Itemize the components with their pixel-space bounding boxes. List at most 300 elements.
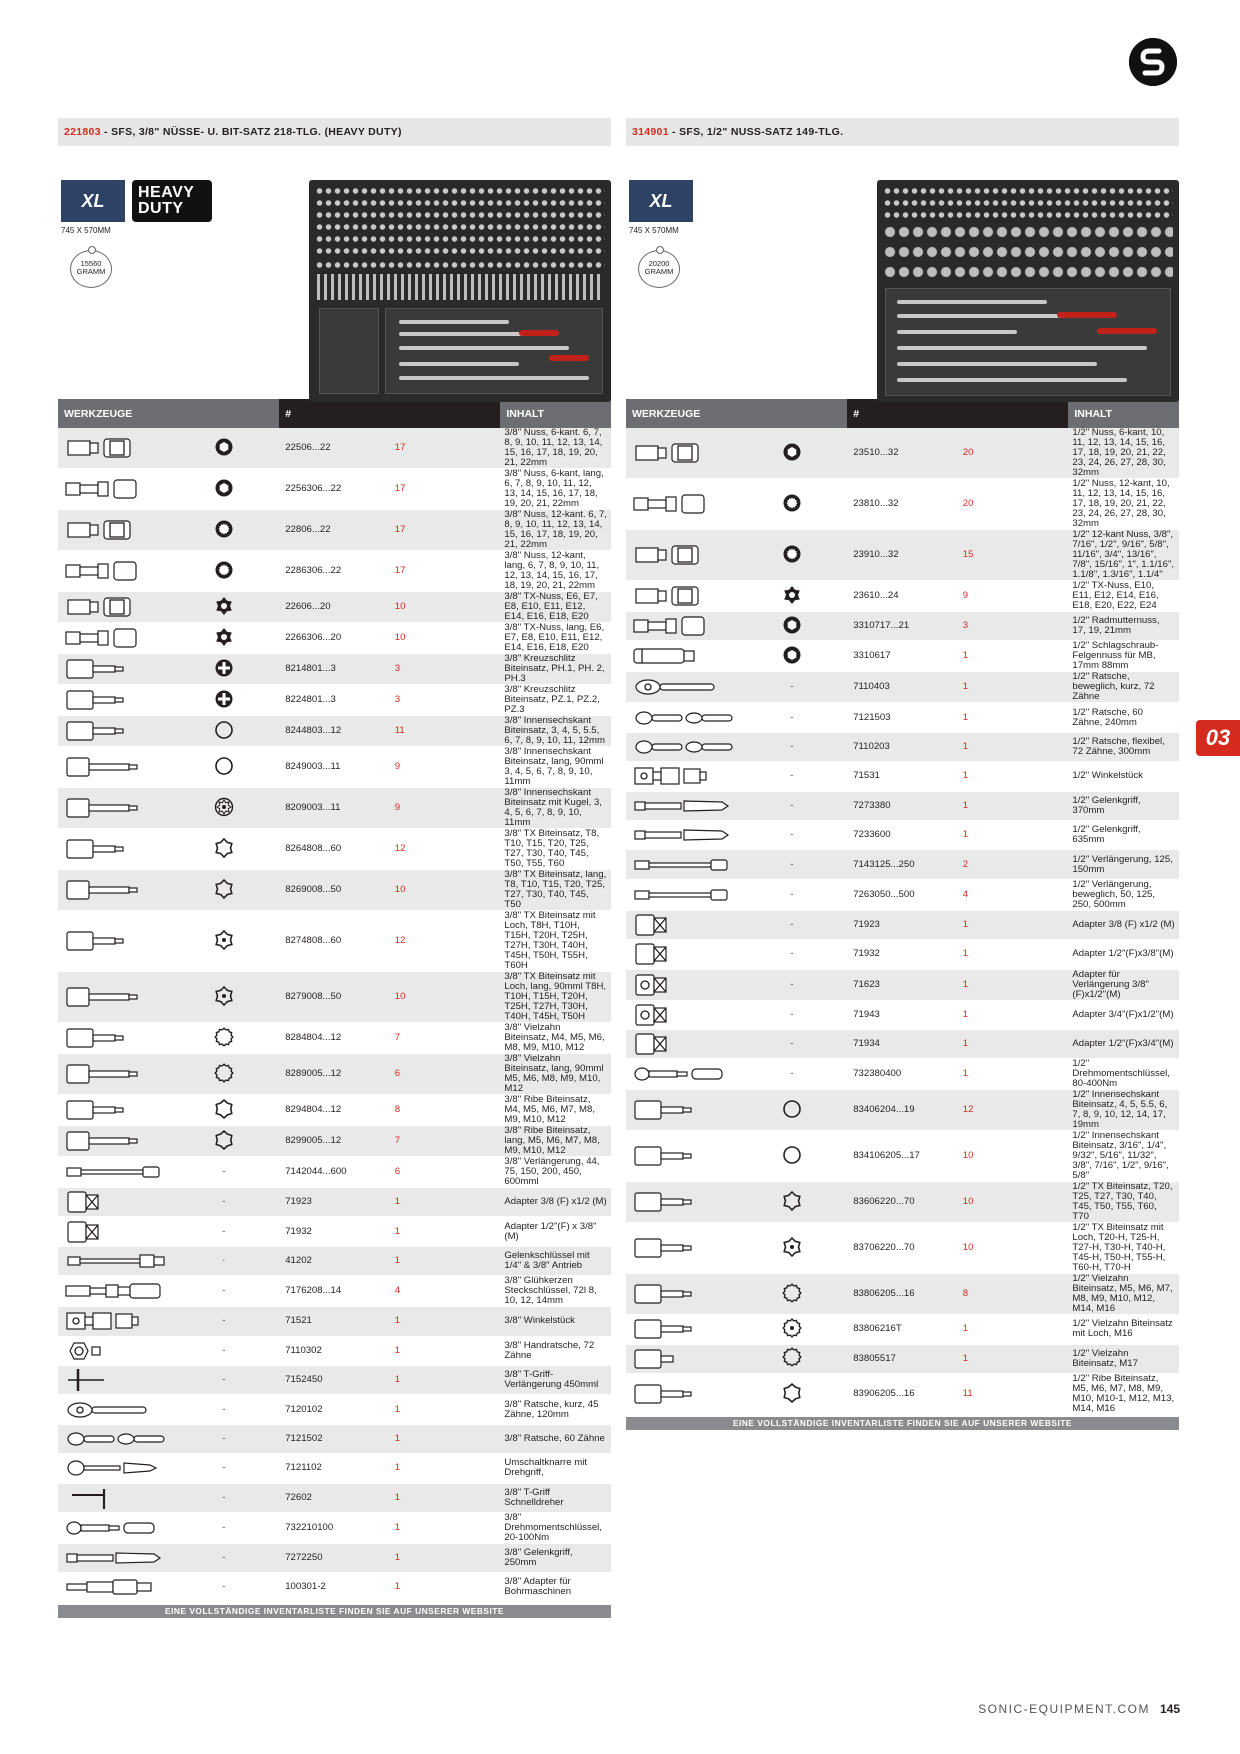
breaker-tool-icon (64, 1545, 169, 1571)
tool-illustration-cell (58, 1454, 169, 1483)
item-description: 3/8" Nuss, 12-kant. 6, 7, 8, 9, 10, 11, 12, 13, 14, 15, 16, 17, 18, 19, 20, 21, 22mm (500, 510, 611, 551)
item-description: 1/2" Winkelstück (1068, 762, 1179, 791)
spline-profile-icon (214, 1063, 234, 1086)
item-description: 1/2" Gelenkgriff, 370mm (1068, 792, 1179, 821)
table-row (58, 1247, 611, 1276)
profile-symbol-cell: - (737, 762, 848, 791)
profile-symbol-cell: - (737, 940, 848, 969)
article-number: 83406204...19 (847, 1090, 958, 1131)
article-number: 72602 (279, 1484, 390, 1513)
table-row (626, 641, 1179, 672)
set-title: - SFS, 1/2" NUSS-SATZ 149-TLG. (668, 126, 844, 138)
table-row (58, 747, 611, 788)
quantity: 3 (390, 654, 501, 685)
quantity: 6 (390, 1054, 501, 1095)
tool-illustration-cell (58, 1217, 169, 1246)
quantity: 1 (390, 1513, 501, 1544)
weight-tag-icon (638, 250, 680, 288)
table-row (58, 1217, 611, 1246)
profile-symbol-cell: - (737, 970, 848, 1001)
table-row (626, 612, 1179, 641)
tool-illustration-cell (58, 685, 169, 716)
article-number: 41202 (279, 1247, 390, 1276)
table-row (626, 762, 1179, 791)
quantity: 1 (390, 1573, 501, 1602)
hexring-profile-icon (782, 1145, 802, 1168)
item-description: 3/8" Kreuzschlitz Biteinsatz, PZ.1, PZ.2, PZ.3 (500, 685, 611, 716)
page-number: 145 (1159, 1702, 1180, 1716)
table-row (626, 672, 1179, 703)
article-number: 23510...32 (847, 428, 958, 479)
table-row (58, 592, 611, 623)
tool-illustration-cell (58, 469, 169, 510)
tool-illustration-cell (58, 1395, 169, 1424)
article-number: 71934 (847, 1030, 958, 1059)
socket-long-tool-icon (632, 491, 737, 517)
profile-symbol-cell: - (737, 911, 848, 940)
item-description: 3/8" Adapter für Bohrmaschinen (500, 1573, 611, 1602)
tool-illustration-cell (58, 1573, 169, 1602)
set-title: - SFS, 3/8" NÜSSE- U. BIT-SATZ 218-TLG. (HEAVY DUTY) (100, 126, 402, 138)
item-description: 3/8" Winkelstück (500, 1307, 611, 1336)
quantity: 1 (958, 1030, 1069, 1059)
profile-symbol-cell: - (737, 880, 848, 911)
item-description: 3/8" Innensechskant Biteinsatz, lang, 90mml 3, 4, 5, 6, 7, 8, 9, 10, 11mm (500, 747, 611, 788)
article-number: 3310617 (847, 641, 958, 672)
bit-long-tool-icon (64, 984, 169, 1010)
socket-long-tool-icon (64, 558, 169, 584)
item-description: 1/2" TX-Nuss, E10, E11, E12, E14, E16, E18, E20, E22, E24 (1068, 581, 1179, 612)
hexring-profile-icon (214, 756, 234, 779)
inventory-table (58, 399, 611, 1603)
article-number: 8289005...12 (279, 1054, 390, 1095)
profile-symbol-cell: - (737, 850, 848, 879)
table-row (626, 1374, 1179, 1415)
profile-symbol-cell (737, 1131, 848, 1182)
hex-profile-icon (782, 442, 802, 465)
article-number: 7143125...250 (847, 850, 958, 879)
article-number: 83606220...70 (847, 1182, 958, 1223)
torque-tool-icon (64, 1515, 169, 1541)
article-number: 2266306...20 (279, 623, 390, 654)
twelve-profile-icon (214, 519, 234, 542)
table-row (58, 1573, 611, 1602)
quantity: 20 (958, 479, 1069, 530)
profile-symbol-cell (737, 428, 848, 479)
drilladapter-tool-icon (64, 1574, 169, 1600)
item-description: 1/2" Verlängerung, beweglich, 50, 125, 250, 500mm (1068, 880, 1179, 911)
tool-illustration-cell (626, 1374, 737, 1415)
ratchet-tool-icon (632, 734, 737, 760)
extension-tool-icon (64, 1159, 169, 1185)
quantity: 1 (958, 672, 1069, 703)
twelve-profile-icon (782, 544, 802, 567)
profile-symbol-cell: - (169, 1454, 280, 1483)
profile-symbol-cell: - (737, 672, 848, 703)
profile-symbol-cell (169, 1054, 280, 1095)
item-description: 3/8" TX-Nuss, lang, E6, E7, E8, E10, E11, E12, E14, E16, E18, E20 (500, 623, 611, 654)
tool-illustration-cell (626, 428, 737, 479)
item-description: 1/2" Innensechskant Biteinsatz, 4, 5, 5.5, 6, 7, 8, 9, 10, 12, 14, 17, 19mm (1068, 1090, 1179, 1131)
profile-symbol-cell (169, 428, 280, 469)
tool-illustration-cell (58, 1337, 169, 1366)
quantity: 10 (390, 592, 501, 623)
item-description: Adapter 3/4"(F)x1/2"(M) (1068, 1001, 1179, 1030)
table-row (626, 479, 1179, 530)
item-description: 3/8" Handratsche, 72 Zähne (500, 1337, 611, 1366)
item-description: 1/2" Radmutternuss, 17, 19, 21mm (1068, 612, 1179, 641)
quantity: 10 (390, 623, 501, 654)
bit-tool-icon (632, 1316, 737, 1342)
bit-tool-icon (64, 687, 169, 713)
table-row (58, 510, 611, 551)
ribe-profile-icon (214, 1099, 234, 1122)
tool-illustration-cell (626, 612, 737, 641)
tool-illustration-cell (626, 1131, 737, 1182)
quantity: 1 (958, 762, 1069, 791)
item-description: 1/2" Ratsche, 60 Zähne, 240mm (1068, 703, 1179, 732)
tool-illustration-cell (58, 788, 169, 829)
table-row (626, 1001, 1179, 1030)
bit-long-tool-icon (64, 1128, 169, 1154)
col-header-contents: INHALT (500, 399, 611, 428)
set-article-number: 314901 (632, 126, 669, 138)
item-description: 3/8" TX Biteinsatz mit Loch, T8H, T10H, T15H, T20H, T25H, T27H, T30H, T40H, T45H, T50H, T55H, T60H (500, 911, 611, 972)
socket-tool-icon (632, 440, 737, 466)
tool-illustration-cell (626, 792, 737, 821)
item-description: 3/8" Verlängerung, 44, 75, 150, 200, 450, 600mml (500, 1157, 611, 1188)
tdriver-tool-icon (64, 1485, 169, 1511)
item-description: 3/8" T-Griff Schnelldreher (500, 1484, 611, 1513)
table-row (58, 551, 611, 592)
article-number: 83806216T (847, 1315, 958, 1344)
tool-illustration-cell (58, 1054, 169, 1095)
bit-tool-icon (64, 1025, 169, 1051)
profile-symbol-cell (169, 623, 280, 654)
tool-illustration-cell (626, 581, 737, 612)
tool-illustration-cell (58, 1366, 169, 1395)
xl-badge: XL (629, 180, 693, 222)
quantity: 7 (390, 1126, 501, 1157)
article-number: 732210100 (279, 1513, 390, 1544)
ribe-profile-icon (214, 1130, 234, 1153)
xl-badge: XL (61, 180, 125, 222)
extension-tool-icon (632, 852, 737, 878)
bit-tool-icon (632, 1281, 737, 1307)
adapter-tool-icon (632, 912, 737, 938)
tool-illustration-cell (58, 551, 169, 592)
tool-illustration-cell (58, 911, 169, 972)
item-description: 3/8" TX Biteinsatz, lang, T8, T10, T15, T20, T25, T27, T30, T40, T45, T50 (500, 870, 611, 911)
torque-tool-icon (632, 1061, 737, 1087)
set-221803-section (58, 118, 611, 1618)
tool-illustration-cell (58, 1276, 169, 1307)
item-description: 1/2" Vielzahn Biteinsatz mit Loch, M16 (1068, 1315, 1179, 1344)
item-description: 3/8" Nuss, 6-kant, lang, 6, 7, 8, 9, 10, 11, 12, 13, 14, 15, 16, 17, 18, 19, 20, 21, 22mm (500, 469, 611, 510)
quantity: 17 (390, 551, 501, 592)
bit-long-tool-icon (64, 1061, 169, 1087)
tool-illustration-cell (58, 716, 169, 747)
item-description: 3/8" Glühkerzen Steckschlüssel, 72l 8, 10, 12, 14mm (500, 1276, 611, 1307)
article-number: 8274808...60 (279, 911, 390, 972)
product-photo (309, 180, 611, 402)
quantity: 12 (390, 829, 501, 870)
item-description: 1/2" 12-kant Nuss, 3/8", 7/16", 1/2", 9/16", 5/8", 11/16", 3/4", 13/16", 7/8", 15/16", 1", 1.1/16", 1.1/8", 1.3/16", 1.1/4" (1068, 530, 1179, 581)
article-number: 7176208...14 (279, 1276, 390, 1307)
tbar-tool-icon (64, 1367, 169, 1393)
table-row (626, 428, 1179, 479)
item-description: 1/2" Verlängerung, 125, 150mm (1068, 850, 1179, 879)
adapter-tool-icon (64, 1219, 169, 1245)
ball-profile-icon (214, 797, 234, 820)
article-number: 7110203 (847, 733, 958, 762)
table-row (626, 1274, 1179, 1315)
article-number: 22506...22 (279, 428, 390, 469)
inventory-footnote: EINE VOLLSTÄNDIGE INVENTARLISTE FINDEN SIE AUF UNSERER WEBSITE (58, 1605, 611, 1618)
item-description: 1/2" Vielzahn Biteinsatz, M5, M6, M7, M8, M9, M10, M12, M14, M16 (1068, 1274, 1179, 1315)
table-row (58, 788, 611, 829)
torxhole-profile-icon (214, 930, 234, 953)
bit-tool-icon (64, 656, 169, 682)
item-description: 3/8" Nuss, 6-kant. 6, 7, 8, 9, 10, 11, 12, 13, 14, 15, 16, 17, 18, 19, 20, 21, 22mm (500, 428, 611, 469)
bit-tool-icon (632, 1189, 737, 1215)
quantity: 11 (390, 716, 501, 747)
article-number: 23910...32 (847, 530, 958, 581)
quantity: 1 (390, 1395, 501, 1424)
phillips-profile-icon (214, 658, 234, 681)
table-row (58, 1513, 611, 1544)
profile-symbol-cell (737, 1345, 848, 1374)
hex-profile-icon (782, 615, 802, 638)
tool-illustration-cell (58, 510, 169, 551)
profile-symbol-cell: - (169, 1425, 280, 1454)
tool-illustration-cell (58, 1126, 169, 1157)
hex-profile-icon (214, 437, 234, 460)
col-header-tools: WERKZEUGE (626, 399, 847, 428)
tool-illustration-cell (58, 1157, 169, 1188)
tool-illustration-cell (626, 1001, 737, 1030)
quantity: 12 (390, 911, 501, 972)
tool-illustration-cell (58, 870, 169, 911)
article-number: 71531 (847, 762, 958, 791)
spline-profile-icon (782, 1283, 802, 1306)
bit-long-tool-icon (64, 877, 169, 903)
article-number: 8214801...3 (279, 654, 390, 685)
profile-symbol-cell (737, 581, 848, 612)
profile-symbol-cell: · (169, 1247, 280, 1276)
item-description: 1/2" Ratsche, flexibel, 72 Zähne, 300mm (1068, 733, 1179, 762)
table-row (626, 1131, 1179, 1182)
article-number: 8209003...11 (279, 788, 390, 829)
quantity: 10 (958, 1131, 1069, 1182)
item-description: Umschaltknarre mit Drehgriff, (500, 1454, 611, 1483)
tool-illustration-cell (58, 1023, 169, 1054)
table-row (626, 1182, 1179, 1223)
profile-symbol-cell: - (169, 1484, 280, 1513)
heavy-duty-badge: HEAVY DUTY (132, 180, 212, 222)
table-row (626, 1030, 1179, 1059)
tool-illustration-cell (626, 1223, 737, 1274)
table-row (58, 1366, 611, 1395)
quantity: 4 (958, 880, 1069, 911)
table-row (626, 703, 1179, 732)
tool-illustration-cell (626, 733, 737, 762)
profile-symbol-cell (737, 530, 848, 581)
item-description: 3/8" Ratsche, kurz, 45 Zähne, 120mm (500, 1395, 611, 1424)
table-row (58, 1023, 611, 1054)
article-number: 7272250 (279, 1544, 390, 1573)
item-description: 1/2" Gelenkgriff, 635mm (1068, 821, 1179, 850)
profile-symbol-cell (169, 747, 280, 788)
article-number: 7110302 (279, 1337, 390, 1366)
tool-illustration-cell (626, 479, 737, 530)
table-row (626, 581, 1179, 612)
torxhole-profile-icon (214, 986, 234, 1009)
quantity: 1 (958, 703, 1069, 732)
item-description: 3/8" Gelenkgriff, 250mm (500, 1544, 611, 1573)
profile-symbol-cell (169, 716, 280, 747)
tool-illustration-cell (626, 641, 737, 672)
quantity: 8 (958, 1274, 1069, 1315)
table-row (58, 829, 611, 870)
article-number: 7121502 (279, 1425, 390, 1454)
quantity: 1 (390, 1544, 501, 1573)
quantity: 1 (390, 1425, 501, 1454)
article-number: 71923 (847, 911, 958, 940)
article-number: 8284804...12 (279, 1023, 390, 1054)
spline-profile-icon (214, 1027, 234, 1050)
table-row (58, 1054, 611, 1095)
phillips-profile-icon (214, 689, 234, 712)
tray-dimensions: 745 X 570MM (629, 226, 679, 235)
tool-illustration-cell (58, 623, 169, 654)
ujoint-tool-icon (64, 1308, 169, 1334)
table-row (58, 685, 611, 716)
profile-symbol-cell (169, 469, 280, 510)
set-title-bar (58, 118, 611, 146)
profile-symbol-cell: - (169, 1513, 280, 1544)
bit-tool-icon (64, 718, 169, 744)
quantity: 20 (958, 428, 1069, 479)
website-link[interactable]: SONIC-EQUIPMENT.COM (978, 1702, 1150, 1716)
hexring-profile-icon (214, 720, 234, 743)
profile-symbol-cell (169, 510, 280, 551)
table-row (58, 972, 611, 1023)
quantity: 1 (958, 733, 1069, 762)
profile-symbol-cell: - (737, 733, 848, 762)
ribe-profile-icon (782, 1383, 802, 1406)
profile-symbol-cell (169, 654, 280, 685)
table-row (626, 1345, 1179, 1374)
table-row (58, 1188, 611, 1217)
table-row (626, 530, 1179, 581)
tool-illustration-cell (58, 1307, 169, 1336)
tool-illustration-cell (626, 940, 737, 969)
quantity: 10 (958, 1223, 1069, 1274)
profile-symbol-cell (169, 551, 280, 592)
ratchet-tool-icon (64, 1426, 169, 1452)
quantity: 9 (390, 747, 501, 788)
item-description: 3/8" TX-Nuss, E6, E7, E8, E10, E11, E12, E14, E16, E18, E20 (500, 592, 611, 623)
socket-tool-icon (632, 542, 737, 568)
hex-profile-icon (214, 478, 234, 501)
breaker-tool-icon (632, 793, 737, 819)
ratchet-rot-tool-icon (64, 1455, 169, 1481)
tool-illustration-cell (58, 1544, 169, 1573)
weight-value: 15560 (80, 259, 102, 268)
bit-tool-icon (632, 1097, 737, 1123)
profile-symbol-cell (169, 788, 280, 829)
profile-symbol-cell: - (737, 1001, 848, 1030)
article-number: 8264808...60 (279, 829, 390, 870)
item-description: 1/2" Drehmomentschlüssel, 80-400Nm (1068, 1059, 1179, 1090)
col-header-number: # (847, 399, 1068, 428)
profile-symbol-cell (737, 479, 848, 530)
article-number: 7121102 (279, 1454, 390, 1483)
item-description: Adapter 1/2"(F)x3/4"(M) (1068, 1030, 1179, 1059)
profile-symbol-cell: - (169, 1395, 280, 1424)
table-row (626, 1223, 1179, 1274)
table-row (626, 940, 1179, 969)
profile-symbol-cell: - (737, 792, 848, 821)
item-description: 1/2" TX Biteinsatz, T20, T25, T27, T30, T40, T45, T50, T55, T60, T70 (1068, 1182, 1179, 1223)
bit-tool-icon (632, 1381, 737, 1407)
item-description: 3/8" Ribe Biteinsatz, M4, M5, M6, M7, M8, M9, M10, M12 (500, 1095, 611, 1126)
socket-tool-icon (64, 517, 169, 543)
article-number: 23610...24 (847, 581, 958, 612)
inventory-table (626, 399, 1179, 1415)
table-row (58, 1126, 611, 1157)
splinehole-profile-icon (782, 1318, 802, 1341)
article-number: 7233600 (847, 821, 958, 850)
quantity: 1 (958, 821, 1069, 850)
item-description: Adapter 3/8 (F) x1/2 (M) (500, 1188, 611, 1217)
quantity: 6 (390, 1157, 501, 1188)
profile-symbol-cell (169, 829, 280, 870)
quantity: 10 (390, 972, 501, 1023)
quantity: 1 (958, 940, 1069, 969)
quantity: 1 (390, 1366, 501, 1395)
item-description: 3/8" TX Biteinsatz, T8, T10, T15, T20, T25, T27, T30, T40, T45, T50, T55, T60 (500, 829, 611, 870)
table-row (626, 970, 1179, 1001)
twelve-profile-icon (214, 560, 234, 583)
bit-long-tool-icon (64, 795, 169, 821)
flexkey-tool-icon (64, 1248, 169, 1274)
table-row (626, 911, 1179, 940)
article-number: 2256306...22 (279, 469, 390, 510)
adapter-tool-icon (64, 1189, 169, 1215)
table-row (58, 1454, 611, 1483)
quantity: 9 (390, 788, 501, 829)
profile-symbol-cell (169, 911, 280, 972)
article-number: 22806...22 (279, 510, 390, 551)
article-number: 834106205...17 (847, 1131, 958, 1182)
article-number: 7120102 (279, 1395, 390, 1424)
quantity: 2 (958, 850, 1069, 879)
profile-symbol-cell: - (169, 1573, 280, 1602)
chapter-tab[interactable]: 03 (1196, 720, 1240, 756)
tool-illustration-cell (626, 1315, 737, 1344)
article-number: 8244803...12 (279, 716, 390, 747)
article-number: 71623 (847, 970, 958, 1001)
extension-tool-icon (632, 882, 737, 908)
quantity: 1 (958, 1345, 1069, 1374)
table-row (58, 870, 611, 911)
torx-profile-icon (214, 596, 234, 619)
adapter-tool-icon (632, 1031, 737, 1057)
set-info-panel (626, 146, 1179, 378)
table-row (58, 654, 611, 685)
